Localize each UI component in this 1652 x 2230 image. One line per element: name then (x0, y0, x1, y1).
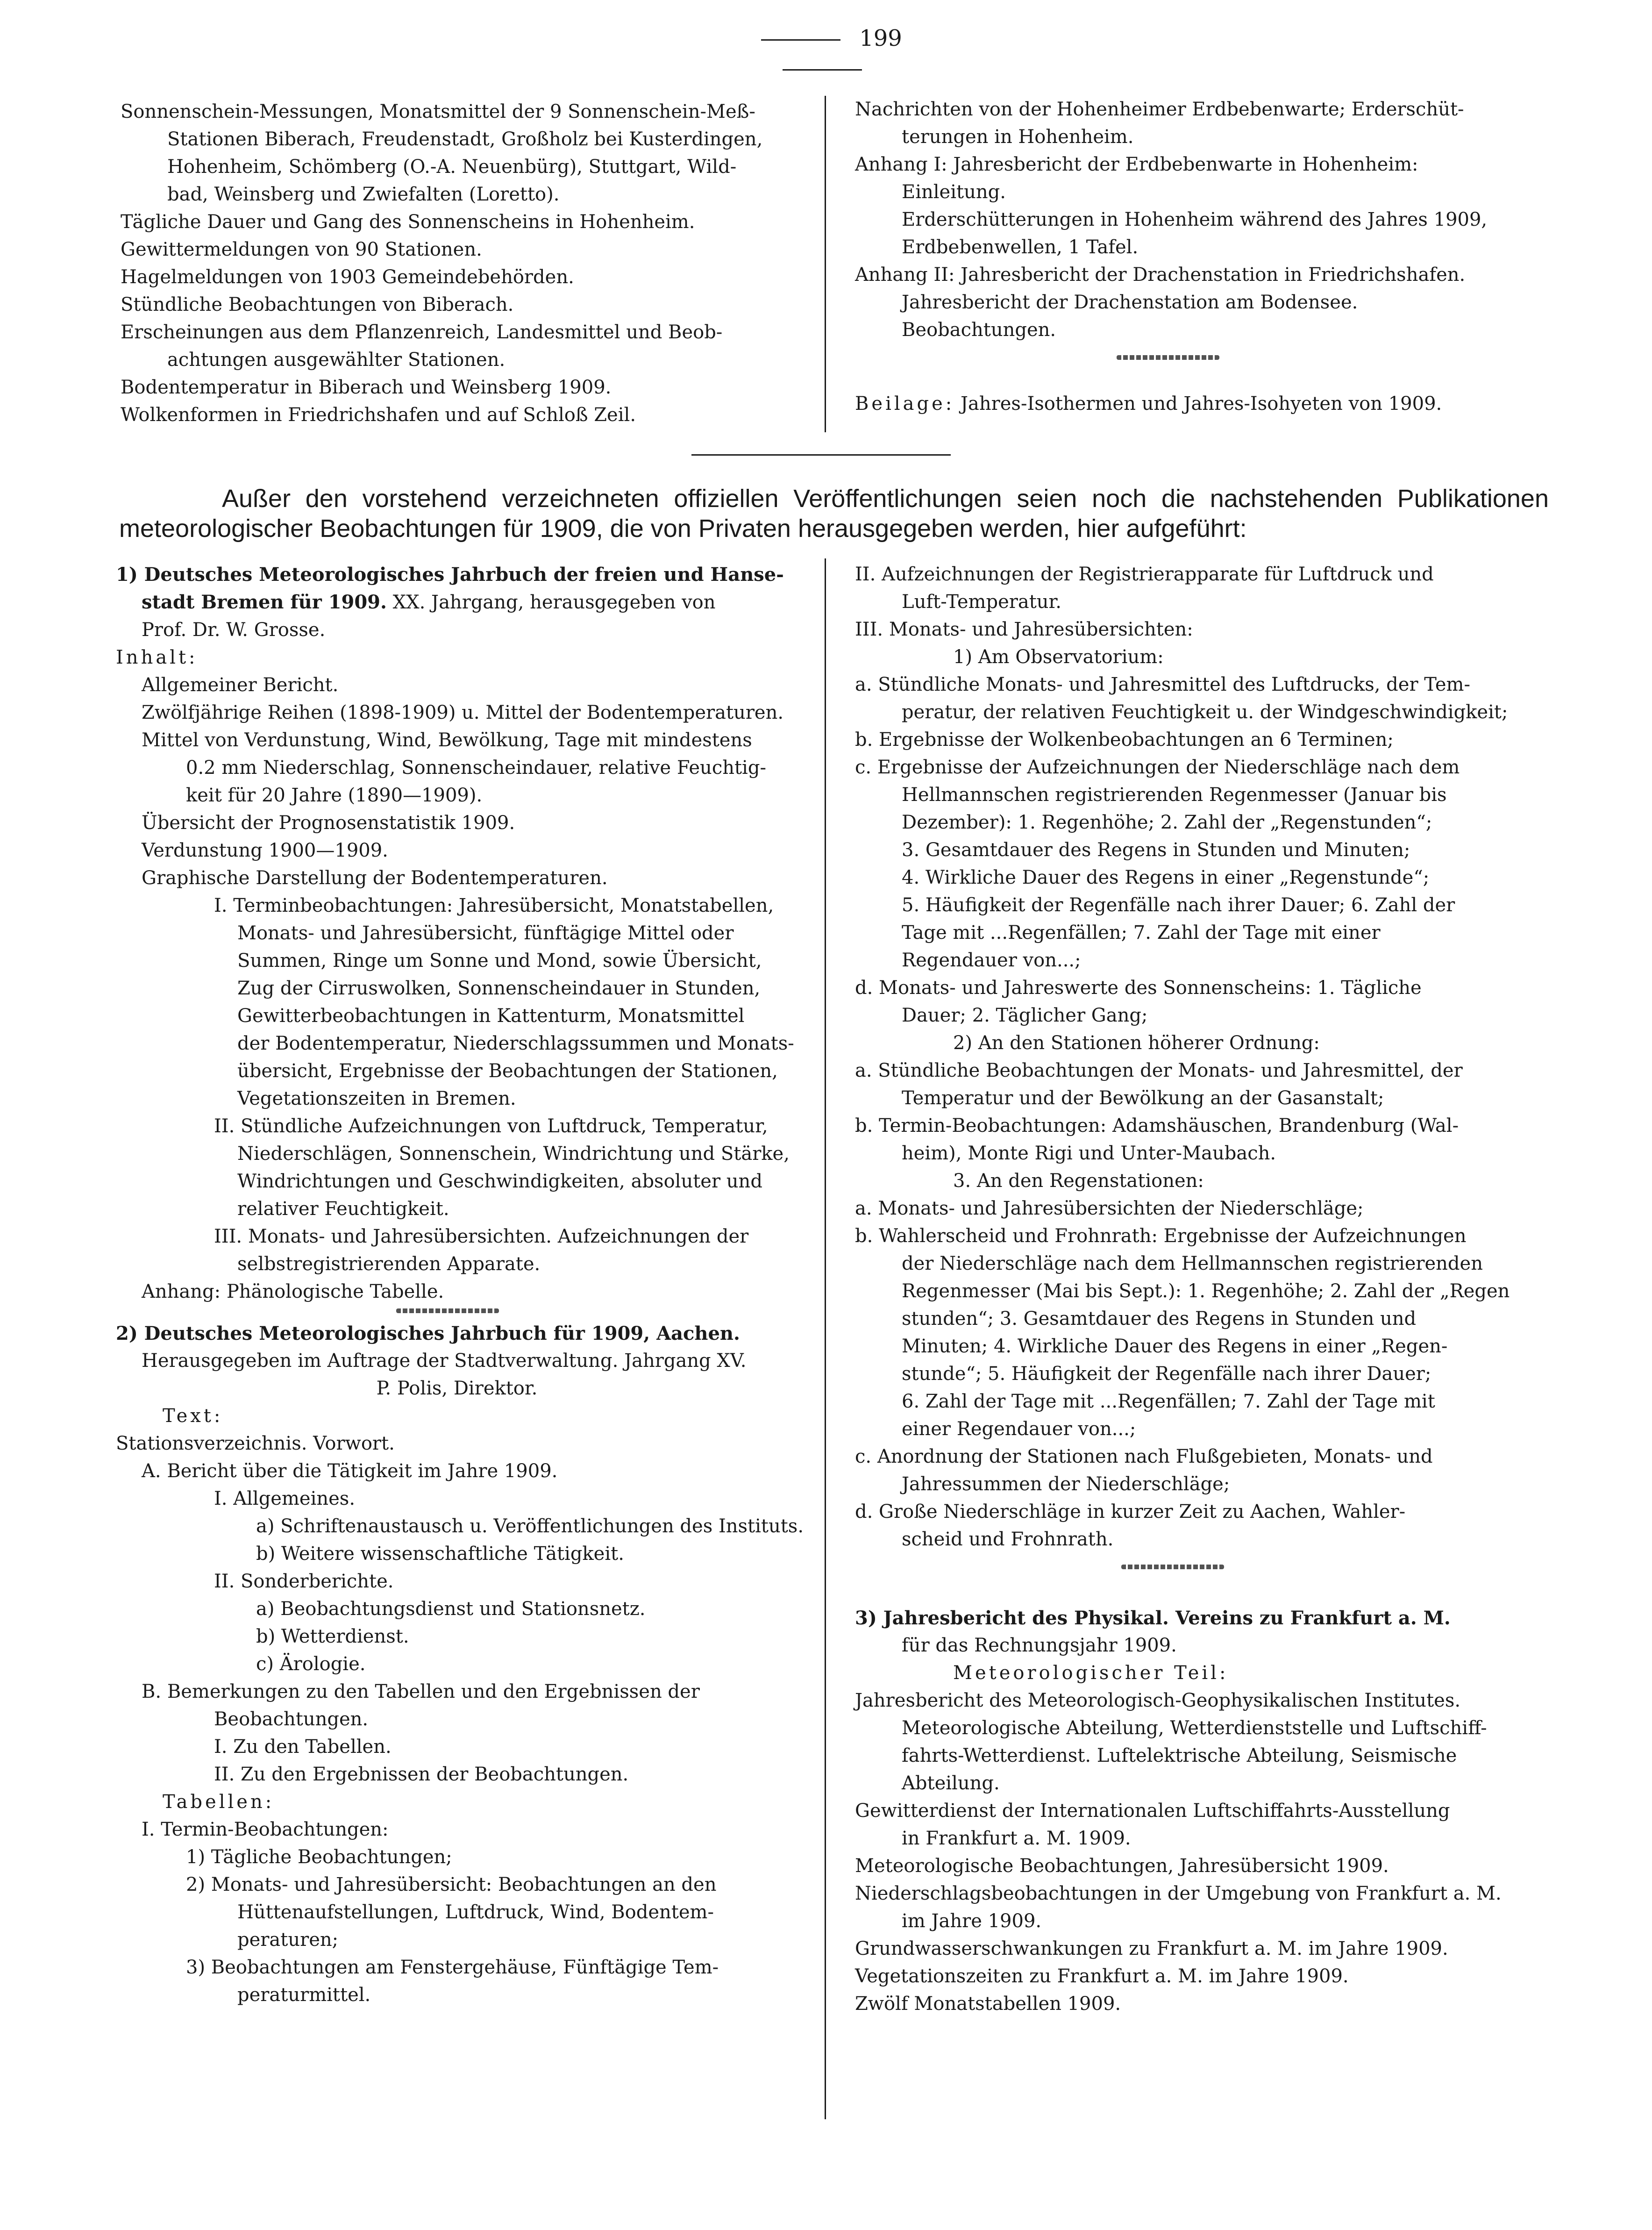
contents-line: a) Beobachtungsdienst und Stationsnetz. (256, 1598, 646, 1620)
top-right-line: Beobachtungen. (902, 319, 1056, 341)
contents-line: übersicht, Ergebnisse der Beobachtungen der Stationen, (237, 1060, 778, 1082)
ornament-divider (855, 1553, 1551, 1581)
publication-2-director: P. Polis, Direktor. (376, 1378, 538, 1399)
text-label: Text: (163, 1405, 223, 1427)
contents-line: 3. An den Regenstationen: (953, 1170, 1204, 1192)
contents-line: Stationsverzeichnis. Vorwort. (116, 1433, 395, 1454)
contents-line: 2) An den Stationen höherer Ordnung: (953, 1032, 1320, 1054)
top-right-line: Einleitung. (902, 181, 1006, 203)
contents-line: Hüttenaufstellungen, Luftdruck, Wind, Bodentem- (237, 1901, 714, 1923)
inhalt-label: Inhalt: (116, 647, 198, 668)
contents-line: I. Termin-Beobachtungen: (142, 1819, 389, 1840)
top-left-line: Gewittermeldungen von 90 Stationen. (121, 239, 482, 260)
contents-line: Jahresbericht des Meteorologisch-Geophysikalischen Institutes. (855, 1690, 1461, 1711)
contents-line: Zug der Cirruswolken, Sonnenscheindauer in Stunden, (237, 978, 761, 999)
contents-line: fahrts-Wetterdienst. Luftelektrische Abteilung, Seismische (902, 1745, 1457, 1766)
lower-left-column (116, 561, 804, 2009)
page-number-rule-left (761, 39, 840, 41)
contents-line: der Niederschläge nach dem Hellmannschen registrierenden (902, 1253, 1483, 1274)
contents-line: Hellmannschen registrierenden Regenmesser (Januar bis (902, 784, 1447, 806)
contents-line: Meteorologische Beobachtungen, Jahresübersicht 1909. (855, 1855, 1389, 1877)
contents-line: 3) Beobachtungen am Fenstergehäuse, Fünftägige Tem- (186, 1957, 719, 1978)
top-right-line: Erderschütterungen in Hohenheim während des Jahres 1909, (902, 209, 1488, 230)
contents-line: b. Termin-Beobachtungen: Adamshäuschen, Brandenburg (Wal- (855, 1115, 1459, 1136)
top-left-column (121, 98, 798, 429)
contents-line: relativer Feuchtigkeit. (237, 1198, 449, 1220)
section-separator (691, 454, 951, 456)
top-left-line: Hohenheim, Schömberg (O.-A. Neuenbürg), Stuttgart, Wild- (167, 156, 737, 178)
contents-line: II. Aufzeichnungen der Registrierapparate für Luftdruck und (855, 564, 1434, 585)
contents-line: Anhang: Phänologische Tabelle. (142, 1281, 444, 1302)
intro-line: Außer den vorstehend verzeichneten offiziellen Veröffentlichungen seien noch die nachstehenden Publikationen (222, 485, 1549, 513)
contents-line: Verdunstung 1900—1909. (142, 840, 388, 861)
contents-line: a. Stündliche Beobachtungen der Monats- und Jahresmittel, der (855, 1060, 1463, 1081)
top-right-line: Anhang II: Jahresbericht der Drachenstation in Friedrichshafen. (855, 264, 1466, 286)
contents-line: peraturen; (237, 1929, 339, 1951)
contents-line: Monats- und Jahresübersicht, fünftägige Mittel oder (237, 922, 734, 944)
contents-line: der Bodentemperatur, Niederschlagssummen und Monats- (237, 1033, 794, 1054)
contents-line: stunde“; 5. Häufigkeit der Regenfälle nach ihrer Dauer; (902, 1363, 1431, 1385)
contents-line: Allgemeiner Bericht. (142, 674, 339, 696)
lower-right-column (855, 561, 1551, 2018)
contents-line: 2) Monats- und Jahresübersicht: Beobachtungen an den (186, 1874, 717, 1895)
contents-line: II. Stündliche Aufzeichnungen von Luftdruck, Temperatur, (214, 1115, 768, 1137)
contents-line: II. Zu den Ergebnissen der Beobachtungen. (214, 1764, 629, 1785)
contents-line: Dauer; 2. Täglicher Gang; (902, 1005, 1148, 1026)
contents-line: Regendauer von...; (902, 950, 1081, 971)
top-right-line: terungen in Hohenheim. (902, 126, 1134, 148)
contents-line: Übersicht der Prognosenstatistik 1909. (142, 812, 515, 834)
publication-1-title-cont: stadt Bremen für 1909. (142, 591, 387, 613)
contents-line: 3. Gesamtdauer des Regens in Stunden und Minuten; (902, 839, 1410, 861)
top-left-line: Wolkenformen in Friedrichshafen und auf Schloß Zeil. (121, 404, 636, 426)
contents-line: d. Monats- und Jahreswerte des Sonnenscheins: 1. Tägliche (855, 977, 1422, 999)
contents-line: b) Wetterdienst. (256, 1626, 409, 1647)
top-left-line: Hagelmeldungen von 1903 Gemeindebehörden. (121, 266, 574, 288)
ornament-divider (116, 1306, 798, 1320)
contents-line: Graphische Darstellung der Bodentemperaturen. (142, 867, 608, 889)
contents-line: Temperatur und der Bewölkung an der Gasanstalt; (902, 1087, 1384, 1109)
contents-line: B. Bemerkungen zu den Tabellen und den Ergebnissen der (142, 1681, 700, 1702)
contents-line: I. Terminbeobachtungen: Jahresübersicht, Monatstabellen, (214, 895, 774, 916)
contents-line: Jahressummen der Niederschläge; (902, 1473, 1230, 1495)
contents-line: peraturmittel. (237, 1984, 371, 2006)
contents-line: Abteilung. (902, 1773, 1000, 1794)
contents-line: 4. Wirkliche Dauer des Regens in einer „Regenstunde“; (902, 867, 1430, 888)
contents-line: Zwölfjährige Reihen (1898-1909) u. Mittel der Bodentemperaturen. (142, 702, 784, 723)
intro-line: meteorologischer Beobachtungen für 1909, die von Privaten herausgegeben werden, hier aufgeführt: (119, 515, 1247, 543)
contents-line: Gewitterbeobachtungen in Kattenturm, Monatsmittel (237, 1005, 745, 1027)
contents-line: scheid und Frohnrath. (902, 1529, 1114, 1550)
contents-line: Minuten; 4. Wirkliche Dauer des Regens in einer „Regen- (902, 1336, 1448, 1357)
page-number-text: 199 (859, 25, 902, 51)
contents-line: einer Regendauer von...; (902, 1418, 1136, 1440)
top-left-line: bad, Weinsberg und Zwiefalten (Loretto). (167, 184, 560, 205)
contents-line: a. Stündliche Monats- und Jahresmittel des Luftdrucks, der Tem- (855, 674, 1470, 695)
contents-line: keit für 20 Jahre (1890—1909). (186, 785, 483, 806)
beilage-line (855, 390, 1551, 418)
tabellen-label: Tabellen: (163, 1791, 275, 1813)
contents-line: Summen, Ringe um Sonne und Mond, sowie Übersicht, (237, 950, 762, 972)
contents-line: Mittel von Verdunstung, Wind, Bewölkung, Tage mit mindestens (142, 729, 752, 751)
top-left-line: Bodentemperatur in Biberach und Weinsberg 1909. (121, 377, 612, 398)
contents-line: a. Monats- und Jahresübersichten der Niederschläge; (855, 1198, 1364, 1219)
top-left-line: Stationen Biberach, Freudenstadt, Großholz bei Kusterdingen, (167, 129, 763, 150)
top-left-line: achtungen ausgewählter Stationen. (167, 349, 506, 371)
contents-line: 6. Zahl der Tage mit ...Regenfällen; 7. Zahl der Tage mit (902, 1391, 1435, 1412)
top-right-line: Jahresbericht der Drachenstation am Bodensee. (902, 292, 1358, 313)
contents-line: Tage mit ...Regenfällen; 7. Zahl der Tage mit einer (902, 922, 1381, 943)
contents-line: Zwölf Monatstabellen 1909. (855, 1993, 1121, 2015)
contents-line: c. Anordnung der Stationen nach Flußgebieten, Monats- und (855, 1446, 1433, 1467)
contents-line: selbstregistrierenden Apparate. (237, 1253, 541, 1275)
beilage-label: Beilage: (855, 393, 955, 415)
contents-line: b. Wahlerscheid und Frohnrath: Ergebnisse der Aufzeichnungen (855, 1225, 1467, 1247)
contents-line: 5. Häufigkeit der Regenfälle nach ihrer Dauer; 6. Zahl der (902, 894, 1455, 916)
contents-line: im Jahre 1909. (902, 1910, 1042, 1932)
ornament-divider (855, 344, 1551, 372)
publication-1-title: 1) Deutsches Meteorologisches Jahrbuch der freien und Hanse- (116, 564, 784, 586)
contents-line: Vegetationszeiten in Bremen. (237, 1088, 516, 1109)
contents-line: Niederschlägen, Sonnenschein, Windrichtung und Stärke, (237, 1143, 790, 1165)
contents-line: c) Ärologie. (256, 1653, 366, 1675)
publication-1-editor: Prof. Dr. W. Grosse. (142, 619, 326, 641)
contents-line: Vegetationszeiten zu Frankfurt a. M. im Jahre 1909. (855, 1966, 1349, 1987)
contents-line: Luft-Temperatur. (902, 591, 1061, 613)
contents-line: II. Sonderberichte. (214, 1571, 394, 1592)
main-column-divider (825, 558, 826, 2119)
contents-line: III. Monats- und Jahresübersichten: (855, 619, 1193, 640)
contents-line: Meteorologischer Teil: (953, 1662, 1229, 1684)
contents-line: für das Rechnungsjahr 1909. (902, 1635, 1177, 1656)
contents-line: heim), Monte Rigi und Unter-Maubach. (902, 1143, 1276, 1164)
beilage-text: Jahres-Isothermen und Jahres-Isohyeten von 1909. (960, 393, 1442, 415)
contents-line: III. Monats- und Jahresübersichten. Aufzeichnungen der (214, 1226, 749, 1247)
contents-line: I. Zu den Tabellen. (214, 1736, 392, 1758)
contents-line: Gewitterdienst der Internationalen Luftschiffahrts-Ausstellung (855, 1800, 1450, 1822)
top-left-line: Stündliche Beobachtungen von Biberach. (121, 294, 514, 315)
contents-line: b. Ergebnisse der Wolkenbeobachtungen an 6 Terminen; (855, 729, 1394, 750)
contents-line: Dezember): 1. Regenhöhe; 2. Zahl der „Regenstunden“; (902, 812, 1432, 833)
publication-2-title: 2) Deutsches Meteorologisches Jahrbuch für 1909, Aachen. (116, 1322, 740, 1344)
contents-line: 1) Tägliche Beobachtungen; (186, 1846, 452, 1868)
contents-line: I. Allgemeines. (214, 1488, 356, 1509)
contents-line: Niederschlagsbeobachtungen in der Umgebung von Frankfurt a. M. (855, 1883, 1502, 1904)
contents-line: in Frankfurt a. M. 1909. (902, 1828, 1131, 1849)
top-right-line: Nachrichten von der Hohenheimer Erdbebenwarte; Erderschüt- (855, 99, 1464, 120)
contents-line: Meteorologische Abteilung, Wetterdienststelle und Luftschiff- (902, 1717, 1487, 1739)
top-right-line: Anhang I: Jahresbericht der Erdbebenwarte in Hohenheim: (855, 154, 1418, 175)
contents-line: Beobachtungen. (214, 1708, 369, 1730)
publication-2-subtitle: Herausgegeben im Auftrage der Stadtverwaltung. Jahrgang XV. (142, 1350, 747, 1372)
page-number-rule-right (783, 69, 862, 71)
intro-paragraph (119, 484, 1549, 543)
contents-line: stunden“; 3. Gesamtdauer des Regens in Stunden und (902, 1308, 1417, 1329)
top-right-line: Erdbebenwellen, 1 Tafel. (902, 236, 1139, 258)
top-left-line: Tägliche Dauer und Gang des Sonnenscheins in Hohenheim. (121, 211, 695, 233)
contents-line: peratur, der relativen Feuchtigkeit u. der Windgeschwindigkeit; (902, 701, 1508, 723)
contents-line: Regenmesser (Mai bis Sept.): 1. Regenhöhe; 2. Zahl der „Regen (902, 1280, 1510, 1302)
contents-line: 1) Am Observatorium: (953, 646, 1164, 668)
publication-3-title: 3) Jahresbericht des Physikal. Vereins zu Frankfurt a. M. (855, 1607, 1451, 1629)
contents-line: c. Ergebnisse der Aufzeichnungen der Niederschläge nach dem (855, 757, 1460, 778)
contents-line: 0.2 mm Niederschlag, Sonnenscheindauer, relative Feuchtig- (186, 757, 766, 779)
page-number (705, 23, 939, 83)
top-left-line: Sonnenschein-Messungen, Monatsmittel der 9 Sonnenschein-Meß- (121, 101, 755, 122)
contents-line: b) Weitere wissenschaftliche Tätigkeit. (256, 1543, 624, 1565)
top-left-line: Erscheinungen aus dem Pflanzenreich, Landesmittel und Beob- (121, 322, 723, 343)
contents-line: d. Große Niederschläge in kurzer Zeit zu Aachen, Wahler- (855, 1501, 1406, 1522)
contents-line: Windrichtungen und Geschwindigkeiten, absoluter und (237, 1171, 762, 1192)
contents-line: A. Bericht über die Tätigkeit im Jahre 1909. (142, 1460, 558, 1482)
top-column-divider (825, 96, 826, 432)
contents-line: Grundwasserschwankungen zu Frankfurt a. M. im Jahre 1909. (855, 1938, 1448, 1959)
publication-1-edition: XX. Jahrgang, herausgegeben von (386, 592, 716, 613)
contents-line: a) Schriftenaustausch u. Veröffentlichungen des Instituts. (256, 1515, 804, 1537)
top-right-column (855, 96, 1551, 418)
